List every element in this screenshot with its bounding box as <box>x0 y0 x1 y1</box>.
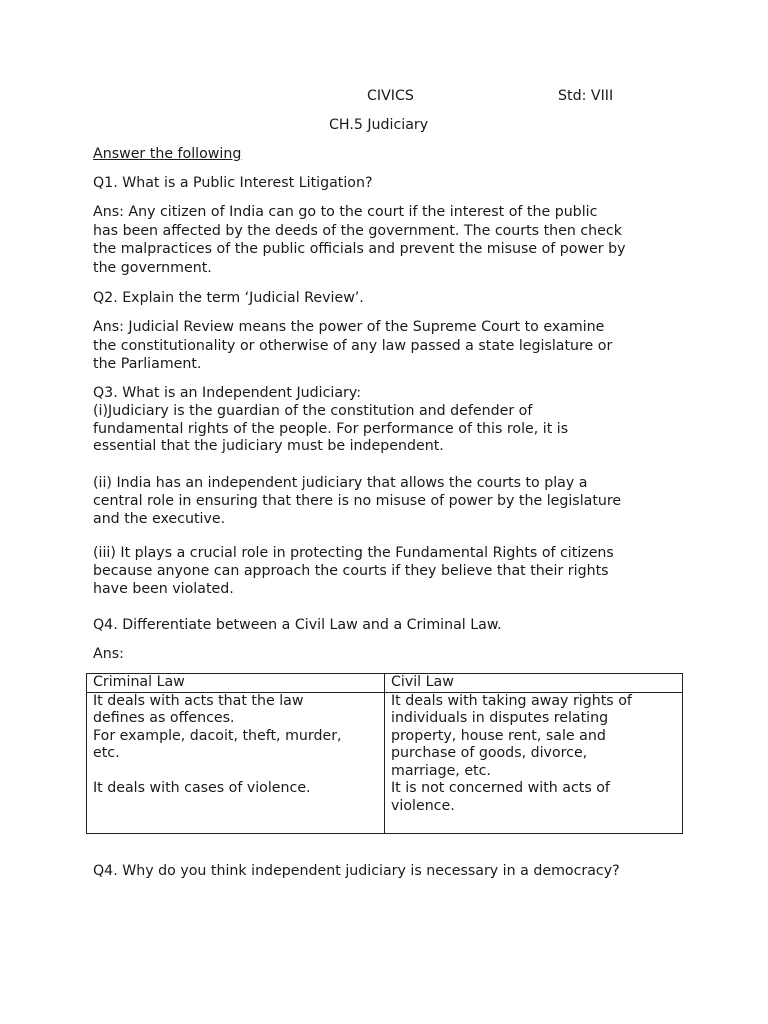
q4-question: Q4. Differentiate between a Civil Law and a Criminal Law. <box>93 617 502 633</box>
q1-question: Q1. What is a Public Interest Litigation? <box>93 175 373 191</box>
standard-label: Std: VIII <box>558 88 614 104</box>
q1-answer-line: has been affected by the deeds of the government. The courts then check <box>93 222 622 239</box>
q3-point1-line: fundamental rights of the people. For performance of this role, it is <box>93 420 569 437</box>
q3-question: Q3. What is an Independent Judiciary: <box>93 385 362 401</box>
q1-answer-line: Ans: Any citizen of India can go to the court if the interest of the public <box>93 204 598 220</box>
table-header-criminal: Criminal Law <box>87 674 385 693</box>
civil-law-line: violence. <box>391 797 455 814</box>
civil-law-line: individuals in disputes relating <box>391 710 609 726</box>
q3-point2-line: central role in ensuring that there is no misuse of power by the legislature <box>93 492 622 509</box>
subject-title: CIVICS <box>367 88 414 104</box>
q3-point2-line: and the executive. <box>93 510 226 527</box>
criminal-law-line: It deals with acts that the law <box>93 692 304 709</box>
q5-question: Q4. Why do you think independent judiciary is necessary in a democracy? <box>93 863 620 879</box>
civil-law-line: It is not concerned with acts of <box>391 780 610 796</box>
q1-answer-line: the government. <box>93 259 212 276</box>
cell-spacer <box>93 763 378 780</box>
q2-answer-line: the constitutionality or otherwise of any law passed a state legislature or <box>93 337 613 354</box>
q2-question: Q2. Explain the term ‘Judicial Review’. <box>93 290 364 306</box>
q2-answer-line: Ans: Judicial Review means the power of the Supreme Court to examine <box>93 319 605 335</box>
civil-law-line: purchase of goods, divorce, <box>391 745 588 761</box>
criminal-law-cell <box>87 692 385 833</box>
civil-law-cell <box>385 692 683 833</box>
q3-point1-line: (i)Judiciary is the guardian of the constitution and defender of <box>93 402 533 419</box>
q3-point3-line: (iii) It plays a crucial role in protecting the Fundamental Rights of citizens <box>93 545 614 561</box>
q4-answer-label: Ans: <box>93 646 124 662</box>
table-header-civil: Civil Law <box>385 674 683 693</box>
q3-point2 <box>93 475 693 528</box>
q3-point3-line: have been violated. <box>93 580 234 597</box>
table-header-row <box>87 674 683 693</box>
criminal-law-line: defines as offences. <box>93 710 235 726</box>
instruction-heading: Answer the following <box>93 146 242 162</box>
q1-answer <box>93 203 693 277</box>
table-row <box>87 692 683 833</box>
criminal-law-line: For example, dacoit, theft, murder, <box>93 727 342 744</box>
civil-law-line: property, house rent, sale and <box>391 727 606 744</box>
law-comparison-table <box>86 673 683 834</box>
q3-point1-line: essential that the judiciary must be independent. <box>93 438 444 455</box>
q3-point3-line: because anyone can approach the courts if they believe that their rights <box>93 562 609 579</box>
q3-block <box>93 385 693 456</box>
q3-point3 <box>93 545 693 598</box>
criminal-law-line: It deals with cases of violence. <box>93 779 311 796</box>
q3-point2-line: (ii) India has an independent judiciary that allows the courts to play a <box>93 475 588 491</box>
civil-law-line: It deals with taking away rights of <box>391 692 632 709</box>
chapter-title: CH.5 Judiciary <box>329 117 429 133</box>
q2-answer <box>93 318 693 374</box>
civil-law-line: marriage, etc. <box>391 762 491 779</box>
q1-answer-line: the malpractices of the public officials and prevent the misuse of power by <box>93 241 626 257</box>
q2-answer-line: the Parliament. <box>93 356 202 372</box>
criminal-law-line: etc. <box>93 745 120 761</box>
